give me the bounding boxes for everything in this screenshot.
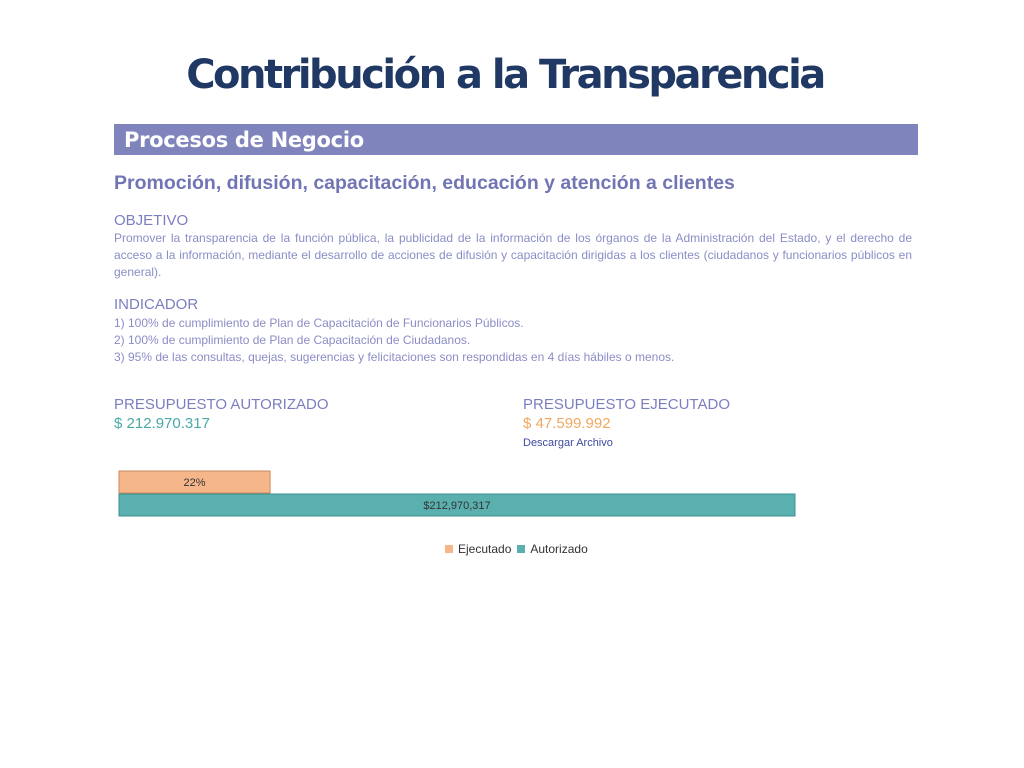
objetivo-heading: OBJETIVO <box>114 212 189 229</box>
legend-item-autorizado <box>517 542 587 556</box>
indicador-item: 1) 100% de cumplimiento de Plan de Capacitación de Funcionarios Públicos. <box>114 316 524 330</box>
budget-bar-chart <box>110 466 810 526</box>
section-title: Promoción, difusión, capacitación, educación y atención a clientes <box>114 172 735 194</box>
bar-label-autorizado: $212,970,317 <box>423 500 491 512</box>
legend-swatch-autorizado <box>517 545 525 553</box>
indicador-item: 2) 100% de cumplimiento de Plan de Capacitación de Ciudadanos. <box>114 333 471 347</box>
executed-budget-label: PRESUPUESTO EJECUTADO <box>523 396 730 413</box>
indicador-heading: INDICADOR <box>114 296 199 313</box>
legend-label-ejecutado: Ejecutado <box>458 542 512 556</box>
chart-legend <box>445 542 594 556</box>
executed-budget-value: $ 47.599.992 <box>523 415 611 432</box>
indicador-item: 3) 95% de las consultas, quejas, sugerencias y felicitaciones son respondidas en 4 días hábiles o menos. <box>114 350 675 364</box>
legend-label-autorizado: Autorizado <box>530 542 588 556</box>
bar-label-ejecutado: 22% <box>183 477 206 489</box>
indicador-list <box>114 315 674 366</box>
section-band: Procesos de Negocio <box>114 124 918 155</box>
objetivo-text: Promover la transparencia de la función pública, la publicidad de la información de los órganos de la Administración del Estado, y el derecho de acceso a la información, mediante el desarrollo de acciones de difusión y capacitación dirigidas a los clientes (ciudadanos y funcionarios públicos en general). <box>114 231 912 279</box>
download-file-link[interactable]: Descargar Archivo <box>523 437 613 449</box>
legend-swatch-ejecutado <box>445 545 453 553</box>
authorized-budget-label: PRESUPUESTO AUTORIZADO <box>114 396 329 413</box>
page-title: Contribución a la Transparencia <box>186 52 824 98</box>
authorized-budget-value: $ 212.970.317 <box>114 415 210 432</box>
legend-item-ejecutado <box>445 542 511 556</box>
